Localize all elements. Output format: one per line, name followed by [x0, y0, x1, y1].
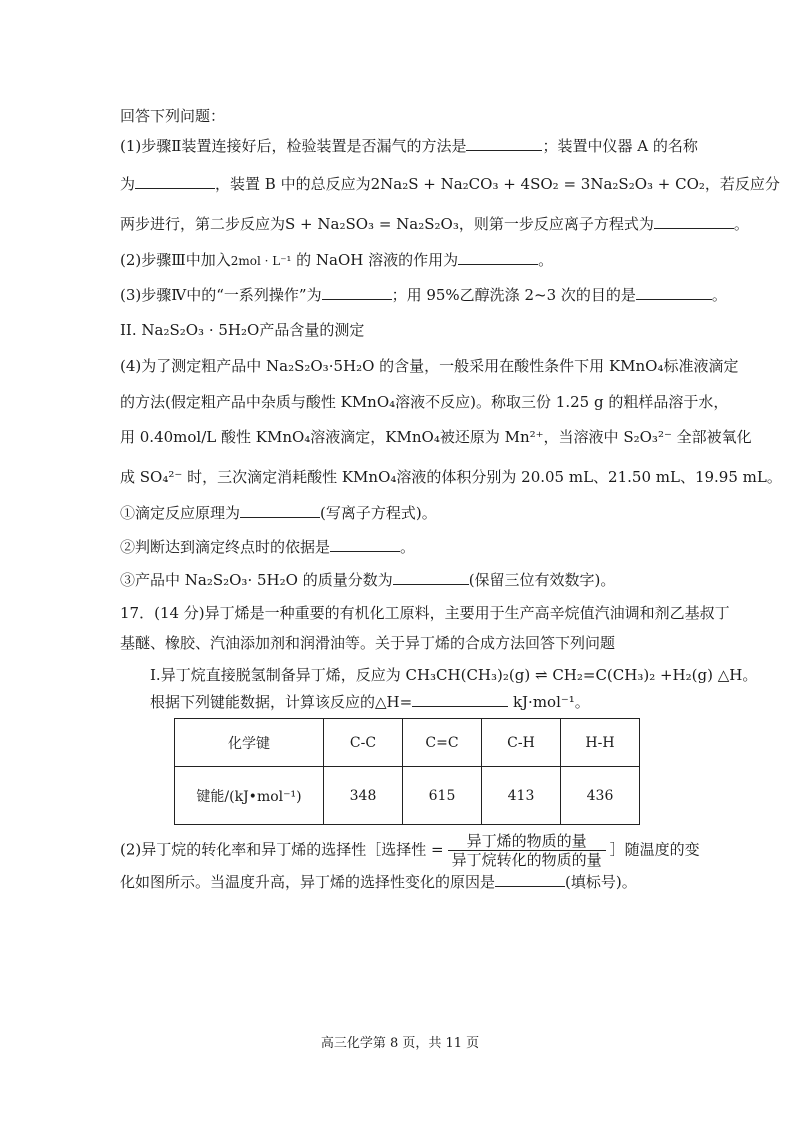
text: ，若反应分 [704, 175, 780, 193]
ion: S₂O₃²⁻ [623, 428, 672, 446]
page-footer: 高三化学第 8 页，共 11 页 [320, 1036, 480, 1051]
text: ；装置中仪器 A 的名称 [542, 137, 698, 155]
text: II. [120, 321, 142, 339]
q1-line1 [120, 136, 698, 156]
table-header-cell: C-H [482, 719, 561, 767]
text: 化如图所示。当温度升高，异丁烯的选择性变化的原因是 [120, 873, 496, 891]
text: 。 [711, 286, 727, 304]
text: (保留三位有效数字)。 [468, 571, 616, 589]
text: ①滴定反应原理为 [120, 504, 241, 522]
text: (3)步骤Ⅳ中的“一系列操作”为 [120, 286, 322, 304]
text: (写离子方程式)。 [320, 504, 437, 522]
text: 用 0.40mol/L 酸性 KMnO₄溶液滴定，KMnO₄被还原为 Mn²⁺，当溶液中 [120, 428, 624, 446]
table-cell: 348 [324, 767, 403, 825]
text: 产品含量的测定 [259, 321, 365, 339]
q1-line3 [120, 214, 749, 234]
q17-part1 [150, 665, 757, 685]
reaction-equation: S + Na₂SO₃ = Na₂S₂O₃ [285, 215, 459, 233]
q4-sub2 [120, 537, 415, 557]
table-header-row [175, 719, 640, 767]
text: 成 [120, 468, 140, 486]
text: (填标号)。 [565, 873, 637, 891]
selectivity-fraction [448, 832, 606, 869]
q4-sub3 [120, 570, 615, 590]
text: 两步进行，第二步反应为 [120, 215, 286, 233]
answer-blank[interactable] [495, 872, 565, 887]
answer-blank[interactable] [636, 285, 712, 300]
answer-blank[interactable] [654, 214, 734, 229]
text: ②判断达到滴定终点时的依据是 [120, 538, 331, 556]
text: 。 [733, 215, 749, 233]
q17-part1-question [150, 692, 590, 712]
q17-line2: 基醚、橡胶、汽油添加剂和润滑油等。关于异丁烯的合成方法回答下列问题 [120, 634, 616, 652]
q2-line [120, 250, 553, 271]
q4-sub1 [120, 503, 437, 523]
table-header-cell: C-C [324, 719, 403, 767]
answer-blank[interactable] [466, 136, 542, 151]
text: (2)步骤Ⅲ中加入 [120, 251, 231, 269]
text: (1)步骤Ⅱ装置连接好后，检验装置是否漏气的方法是 [120, 137, 467, 155]
text: ，装置 B 中的总反应为 [215, 175, 371, 193]
text: Ⅰ.异丁烷直接脱氢制备异丁烯，反应为 CH₃CH(CH₃)₂(g) [150, 666, 535, 684]
table-row-label: 键能/(kJ•mol⁻¹) [175, 767, 324, 825]
answer-blank[interactable] [393, 570, 469, 585]
q3-line [120, 285, 727, 305]
answer-blank[interactable] [135, 174, 215, 189]
answer-blank[interactable] [412, 692, 508, 707]
table-header-cell: H-H [561, 719, 640, 767]
text: 时，三次滴定消耗酸性 KMnO₄溶液的体积分别为 20.05 mL、21.50 mL、19.95 mL。 [182, 468, 782, 486]
text: kJ·mol⁻¹。 [508, 693, 590, 711]
equilibrium-arrow: ⇌ [534, 666, 548, 684]
text: ］随温度的变 [609, 840, 700, 859]
table-cell: 436 [561, 767, 640, 825]
q1-line2 [120, 174, 780, 194]
text: 根据下列键能数据，计算该反应的△H= [150, 693, 413, 711]
text: 。 [538, 251, 554, 269]
table-cell: 413 [482, 767, 561, 825]
text: 为 [120, 175, 136, 193]
q2b-line2 [120, 872, 637, 892]
q17-line1: 17．(14 分)异丁烯是一种重要的有机化工原料，主要用于生产高辛烷值汽油调和剂乙基叔丁 [120, 604, 730, 622]
ion: SO₄²⁻ [139, 468, 183, 486]
q4-line3 [120, 427, 752, 447]
table-header-cell: 化学键 [175, 719, 324, 767]
answer-blank[interactable] [240, 503, 320, 518]
answer-blank[interactable] [322, 285, 392, 300]
text: (2)异丁烷的转化率和异丁烯的选择性［选择性 = [120, 840, 444, 859]
table-row [175, 767, 640, 825]
q2b-line1 [120, 832, 700, 869]
text: 的 NaOH 溶液的作用为 [291, 251, 459, 269]
text: CH₂=C(CH₃)₂ +H₂(g) △H。 [547, 666, 758, 684]
table-header-cell: C=C [403, 719, 482, 767]
concentration: 2mol · L⁻¹ [230, 254, 292, 268]
section2-heading [120, 320, 364, 340]
bond-energy-table [174, 718, 640, 825]
q4-line2: 的方法(假定粗产品中杂质与酸性 KMnO₄溶液不反应)。称取三份 1.25 g 的粗样品溶于水， [120, 393, 729, 411]
text: 。 [400, 538, 416, 556]
formula: Na₂S₂O₃ · 5H₂O [141, 321, 260, 339]
fraction-numerator: 异丁烯的物质的量 [448, 832, 606, 851]
text: ③产品中 Na₂S₂O₃· 5H₂O 的质量分数为 [120, 571, 393, 589]
answer-blank[interactable] [330, 537, 400, 552]
reaction-equation: 2Na₂S + Na₂CO₃ + 4SO₂ = 3Na₂S₂O₃ + CO₂ [370, 175, 705, 193]
text: ，则第一步反应离子方程式为 [458, 215, 654, 233]
text: 全部被氧化 [671, 428, 752, 446]
q4-line4 [120, 467, 782, 487]
table-cell: 615 [403, 767, 482, 825]
fraction-denominator: 异丁烷转化的物质的量 [451, 851, 602, 869]
text: ；用 95%乙醇洗涤 2~3 次的目的是 [391, 286, 636, 304]
answer-blank[interactable] [458, 250, 538, 265]
intro-text: 回答下列问题： [120, 107, 226, 125]
q4-line1: (4)为了测定粗产品中 Na₂S₂O₃·5H₂O 的含量，一般采用在酸性条件下用 KMnO₄标准液滴定 [120, 357, 739, 375]
